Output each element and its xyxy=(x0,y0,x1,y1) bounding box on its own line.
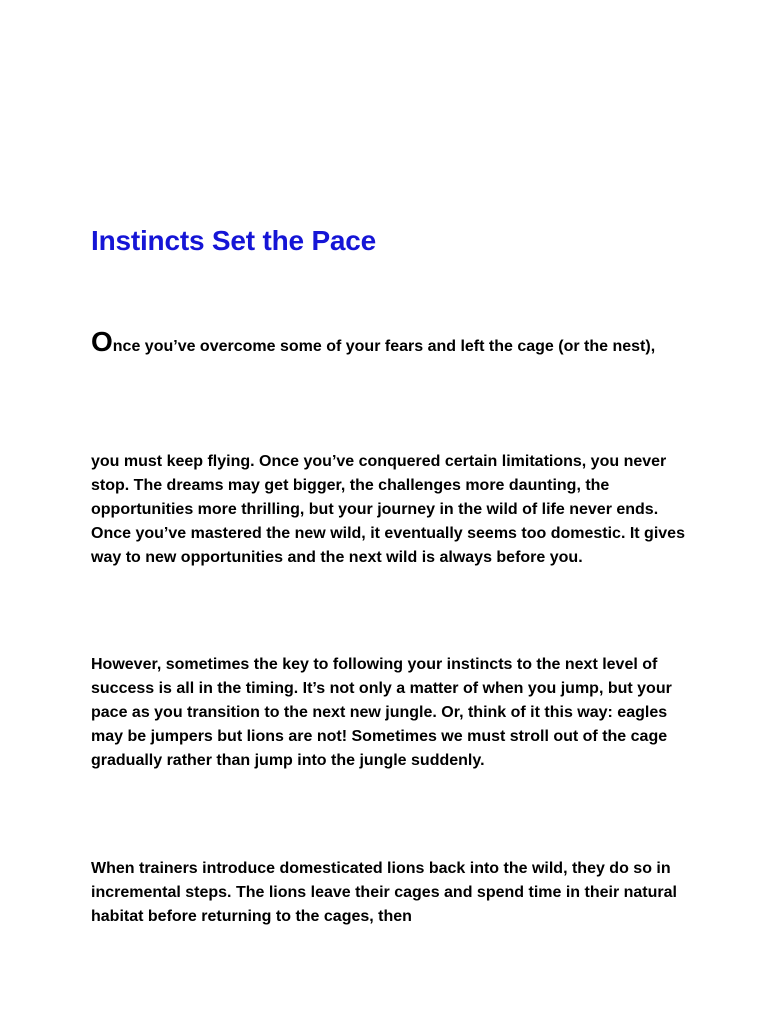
page-title: Instincts Set the Pace xyxy=(91,225,377,256)
paragraph-1 xyxy=(91,328,691,361)
paragraph-4: When trainers introduce domesticated lions back into the wild, they do so in incremental steps. The lions leave their cages and spend time in their natural habitat before returning to the cages, then xyxy=(91,860,677,925)
paragraph-3: However, sometimes the key to following your instincts to the next level of success is all in the timing. It’s not only a matter of when you jump, but your pace as you transition to the next new jungle. Or, think of it this way: eagles may be jumpers but lions are not! Sometimes we must stroll out of the cage gradually rather than jump into the jungle suddenly. xyxy=(91,656,672,769)
paragraph-2: you must keep flying. Once you’ve conquered certain limitations, you never stop. The dreams may get bigger, the challenges more daunting, the opportunities more thrilling, but your journey in the wild of life never ends. Once you’ve mastered the new wild, it eventually seems too domestic. It gives way to new opportunities and the next wild is always before you. xyxy=(91,453,685,566)
paragraph-1-text: nce you’ve overcome some of your fears and left the cage (or the nest), xyxy=(112,338,656,355)
drop-cap-letter: O xyxy=(91,326,113,357)
